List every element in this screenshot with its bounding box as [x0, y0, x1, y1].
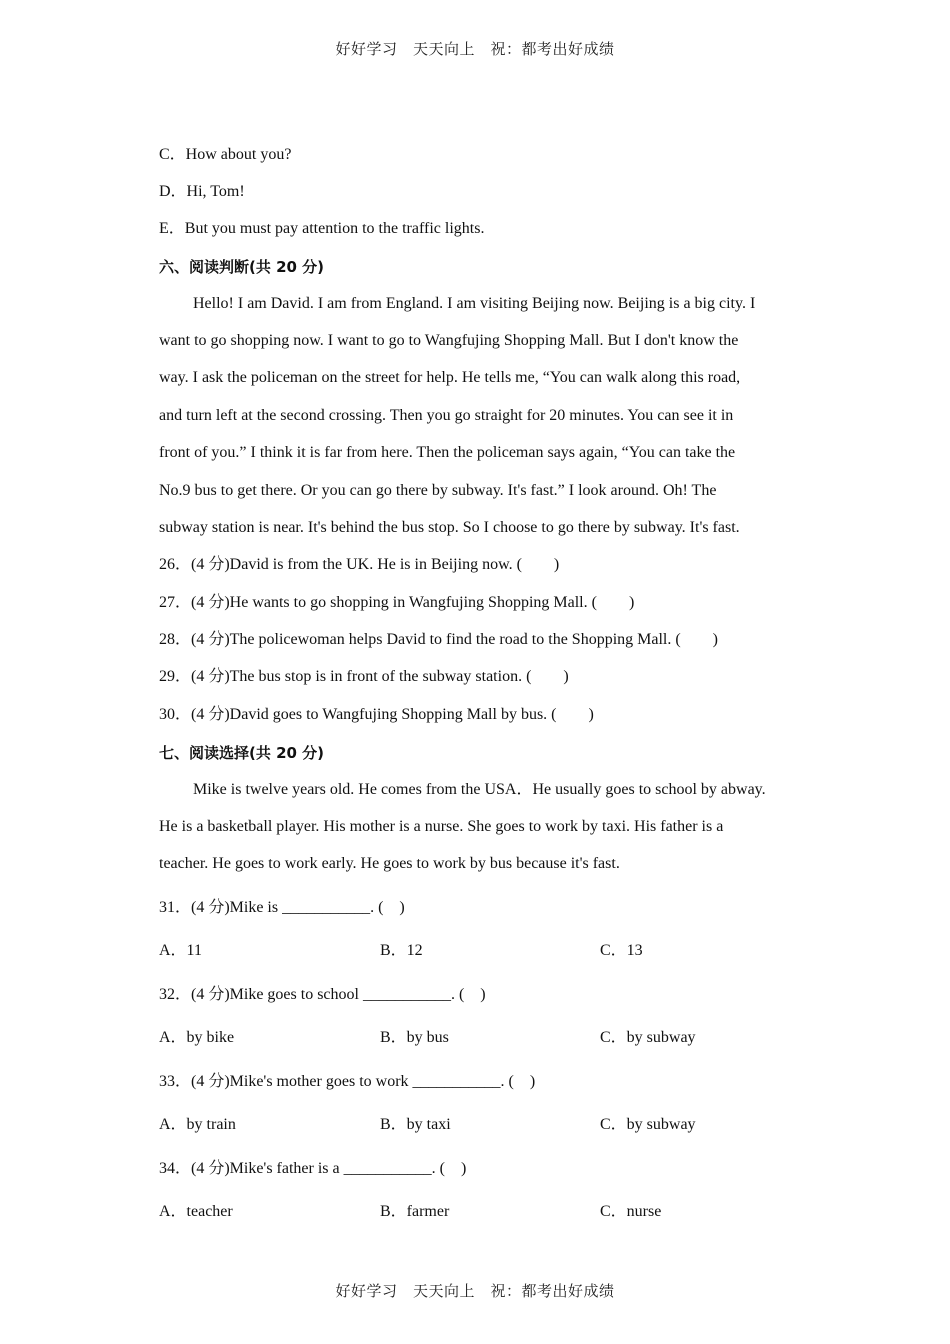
q32-option-a: A．by bike: [159, 1029, 235, 1046]
section6-heading: 六、阅读判断(共 20 分): [159, 258, 325, 276]
passage1-line: way. I ask the policeman on the street for help. He tells me, “You can walk along this road,: [159, 369, 741, 386]
q33-option-a: A．by train: [159, 1116, 236, 1133]
question-34: 34．(4 分)Mike's father is a ___________. ( ): [159, 1160, 467, 1177]
question-28: 28．(4 分)The policewoman helps David to find the road to the Shopping Mall. ( ): [159, 631, 719, 648]
passage1-line: Hello! I am David. I am from England. I am visiting Beijing now. Beijing is a big city. I: [193, 295, 756, 312]
passage2-line: Mike is twelve years old. He comes from the USA．He usually goes to school by abway.: [193, 781, 766, 798]
section7-heading: 七、阅读选择(共 20 分): [159, 744, 325, 762]
page-header: 好好学习 天天向上 祝：都考出好成绩: [335, 40, 615, 58]
passage2-line: He is a basketball player. His mother is a nurse. She goes to work by taxi. His father is a: [159, 818, 724, 835]
q34-option-b: B．farmer: [380, 1203, 450, 1220]
question-27: 27．(4 分)He wants to go shopping in Wangfujing Shopping Mall. ( ): [159, 594, 635, 611]
question-29: 29．(4 分)The bus stop is in front of the subway station. ( ): [159, 668, 569, 685]
passage1-line: and turn left at the second crossing. Then you go straight for 20 minutes. You can see it in: [159, 407, 734, 424]
question-33: 33．(4 分)Mike's mother goes to work ___________. ( ): [159, 1073, 536, 1090]
q31-option-b: B．12: [380, 942, 423, 959]
q32-option-b: B．by bus: [380, 1029, 449, 1046]
question-30: 30．(4 分)David goes to Wangfujing Shopping Mall by bus. ( ): [159, 706, 594, 723]
option-e: E．But you must pay attention to the traffic lights.: [159, 220, 485, 237]
passage1-line: want to go shopping now. I want to go to Wangfujing Shopping Mall. But I don't know the: [159, 332, 739, 349]
option-c: C．How about you?: [159, 146, 292, 163]
passage1-line: No.9 bus to get there. Or you can go there by subway. It's fast.” I look around. Oh! The: [159, 482, 717, 499]
question-26: 26．(4 分)David is from the UK. He is in Beijing now. ( ): [159, 556, 560, 573]
question-31: 31．(4 分)Mike is ___________. ( ): [159, 899, 405, 916]
q34-option-c: C．nurse: [600, 1203, 662, 1220]
q32-option-c: C．by subway: [600, 1029, 696, 1046]
q33-option-b: B．by taxi: [380, 1116, 451, 1133]
q33-option-c: C．by subway: [600, 1116, 696, 1133]
q34-option-a: A．teacher: [159, 1203, 233, 1220]
question-32: 32．(4 分)Mike goes to school ___________. ( ): [159, 986, 486, 1003]
passage1-line: front of you.” I think it is far from here. Then the policeman says again, “You can take the: [159, 444, 736, 461]
q31-option-c: C．13: [600, 942, 643, 959]
passage2-line: teacher. He goes to work early. He goes to work by bus because it's fast.: [159, 855, 620, 872]
page-footer: 好好学习 天天向上 祝：都考出好成绩: [335, 1282, 615, 1300]
option-d: D．Hi, Tom!: [159, 183, 245, 200]
passage1-line: subway station is near. It's behind the bus stop. So I choose to go there by subway. It's fast.: [159, 519, 740, 536]
q31-option-a: A．11: [159, 942, 202, 959]
